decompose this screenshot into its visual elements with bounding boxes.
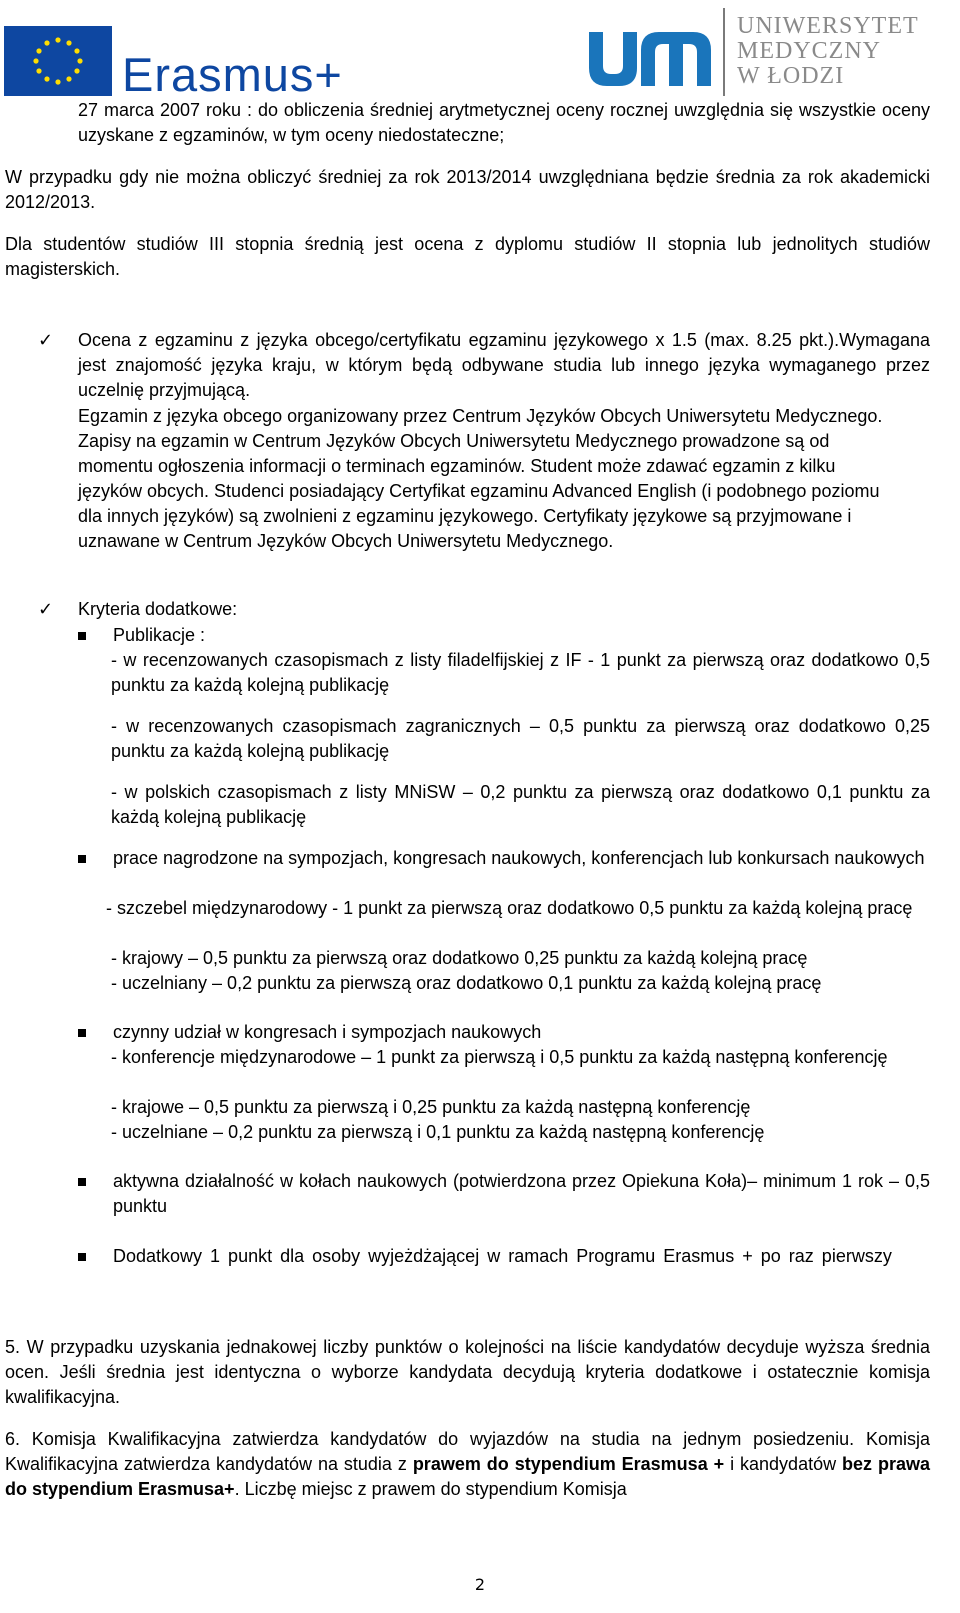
awards-line: - szczebel międzynarodowy - 1 punkt za pierwszą oraz dodatkowo 0,5 punktu za każdą kolejną pracę bbox=[106, 898, 913, 918]
checkmark-icon: ✓ bbox=[38, 330, 54, 350]
university-name-line: UNIWERSYTET bbox=[737, 13, 919, 39]
page-number: 2 bbox=[474, 1575, 486, 1594]
university-name-line: MEDYCZNY bbox=[737, 38, 881, 64]
erasmus-plus-logo: Erasmus+ bbox=[122, 48, 343, 101]
square-bullet-icon bbox=[78, 1178, 86, 1186]
square-bullet-icon bbox=[78, 632, 86, 640]
section-6-text: i kandydatów bbox=[724, 1454, 843, 1474]
scientific-circles-criterion: aktywna działalność w kołach naukowych (potwierdzona przez Opiekuna Koła)– minimum 1 rok – 0,5 punktu bbox=[113, 1171, 930, 1216]
eu-flag-logo bbox=[4, 26, 112, 96]
section-6-bold-with-grant: prawem do stypendium Erasmusa + bbox=[412, 1454, 725, 1474]
congress-line: - krajowe – 0,5 punktu za pierwszą i 0,25 punktu za każdą następną konferencję bbox=[111, 1097, 751, 1117]
publications-line: - w recenzowanych czasopismach z listy filadelfijskiej z IF - 1 punkt za pierwszą oraz dodatkowo 0,5 punktu za każdą kolejną publikację bbox=[111, 650, 930, 695]
page-header bbox=[0, 0, 960, 100]
um-logo bbox=[585, 20, 715, 92]
awards-line: - uczelniany – 0,2 punktu za pierwszą oraz dodatkowo 0,1 punktu za każdą kolejną pracę bbox=[111, 973, 822, 993]
congress-line: - konferencje międzynarodowe – 1 punkt za pierwszą i 0,5 punktu za każdą następną konferencję bbox=[111, 1047, 888, 1067]
paragraph-grade-average-rule: 27 marca 2007 roku : do obliczenia średniej arytmetycznej oceny rocznej uwzględnia się wszystkie oceny uzyskane z egzaminów, w tym oceny niedostateczne; bbox=[78, 100, 930, 145]
section-5-tie-break: 5. W przypadku uzyskania jednakowej liczby punktów o kolejności na liście kandydatów decyduje wyższa średnia ocen. Jeśli średnia jest identyczna o wyborze kandydata decydują kryteria dodatkowe i ostatecznie komisja kwalifikacyjna. bbox=[5, 1337, 930, 1407]
checkmark-icon: ✓ bbox=[38, 599, 54, 619]
congress-title: czynny udział w kongresach i sympozjach naukowych bbox=[113, 1022, 542, 1042]
publications-title: Publikacje : bbox=[113, 625, 206, 645]
section-6-text: . Liczbę miejsc z prawem do stypendium Komisja bbox=[234, 1479, 627, 1499]
section-6-bold-without-grant: bez prawa do stypendium Erasmusa+ bbox=[5, 1454, 930, 1499]
awards-title: prace nagrodzone na sympozjach, kongresach naukowych, konferencjach lub konkursach naukowych bbox=[113, 848, 925, 868]
awards-line: - krajowy – 0,5 punktu za pierwszą oraz dodatkowo 0,25 punktu za każdą kolejną pracę bbox=[111, 948, 808, 968]
paragraph-academic-year: W przypadku gdy nie można obliczyć średniej za rok 2013/2014 uwzględniana będzie średnia za rok akademicki 2012/2013. bbox=[5, 167, 930, 212]
university-name-line: W ŁODZI bbox=[737, 63, 845, 89]
language-exam-details: Egzamin z języka obcego organizowany przez Centrum Języków Obcych Uniwersytetu Medycznego. Zapisy na egzamin w Centrum Języków Obcych Uniwersytetu Medycznego prowadzone są od momentu ogłoszenia informacji o terminach egzaminów. Student może zdawać egzamin z kilku języków obcych. Studenci posiadający Certyfikat egzaminu Advanced English (i podobnego poziomu dla innych języków) są zwolnieni z egzaminu językowego. Certyfikaty językowe są przyjmowane i uznawane w Centrum Języków Obcych Uniwersytetu Medycznego. bbox=[78, 406, 883, 551]
publications-line: - w recenzowanych czasopismach zagranicznych – 0,5 punktu za pierwszą oraz dodatkowo 0,25 punktu za każdą kolejną publikację bbox=[111, 716, 930, 761]
square-bullet-icon bbox=[78, 855, 86, 863]
language-exam-criterion: Ocena z egzaminu z języka obcego/certyfikatu egzaminu językowego x 1.5 (max. 8.25 pkt.).Wymagana jest znajomość języka kraju, w którym będą odbywane studia lub innego języka wymaganego przez uczelnię przyjmującą. bbox=[78, 330, 930, 400]
additional-criteria-title: Kryteria dodatkowe: bbox=[78, 599, 238, 619]
logo-divider bbox=[723, 8, 725, 96]
section-6-commission bbox=[5, 1427, 930, 1502]
erasmus-first-time-criterion: Dodatkowy 1 punkt dla osoby wyjeżdżającej w ramach Programu Erasmus + po raz pierwszy bbox=[113, 1246, 892, 1266]
publications-line: - w polskich czasopismach z listy MNiSW – 0,2 punktu za pierwszą oraz dodatkowo 0,1 punktu za każdą kolejną publikację bbox=[111, 782, 930, 827]
square-bullet-icon bbox=[78, 1029, 86, 1037]
paragraph-phd-students: Dla studentów studiów III stopnia średnią jest ocena z dyplomu studiów II stopnia lub jednolitych studiów magisterskich. bbox=[5, 234, 930, 279]
university-name bbox=[737, 14, 919, 89]
square-bullet-icon bbox=[78, 1253, 86, 1261]
section-6-text: 6. Komisja Kwalifikacyjna zatwierdza kandydatów do wyjazdów na studia na jednym posiedzeniu. Komisja Kwalifikacyjna zatwierdza kandydatów na studia z bbox=[5, 1429, 930, 1474]
congress-line: - uczelniane – 0,2 punktu za pierwszą i 0,1 punktu za każdą następną konferencję bbox=[111, 1122, 765, 1142]
